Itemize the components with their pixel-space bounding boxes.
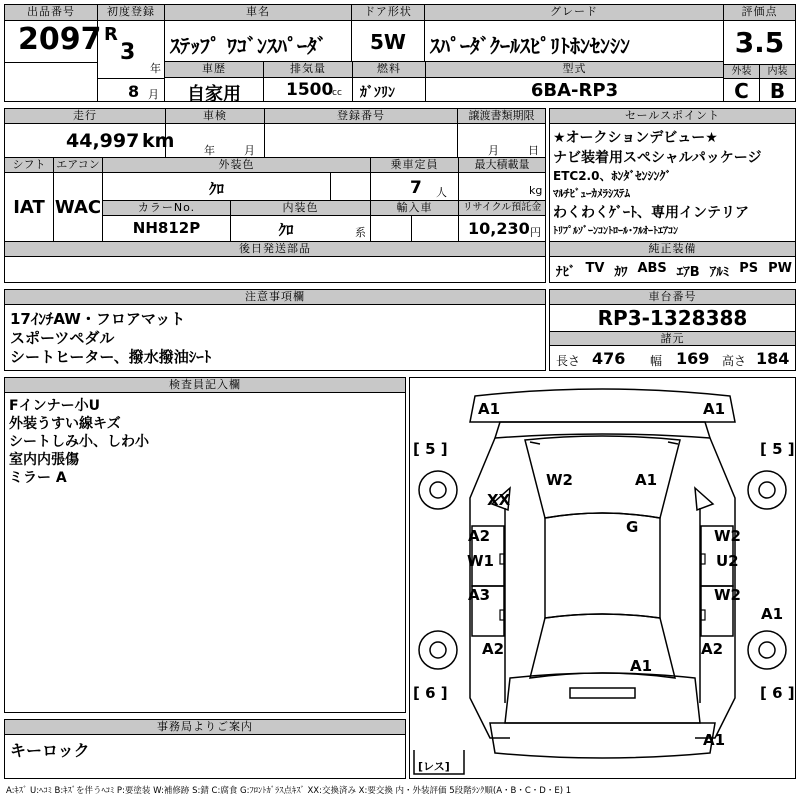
- door-label: ドア形状: [352, 5, 424, 21]
- later-parts-label: 後日発送部品: [5, 242, 545, 257]
- exterior-rating-label: 外装: [724, 65, 759, 79]
- rear-bumper-outline: [490, 723, 715, 758]
- transfer-deadline-label: 譲渡書類期限: [458, 109, 545, 124]
- displacement: 1500: [286, 80, 334, 100]
- sales-point-line: わくわくｹﾞｰﾄ、専用インテリア: [553, 205, 749, 221]
- tire-rl: 6: [425, 684, 436, 702]
- grade: ｽﾊﾟｰﾀﾞｸｰﾙｽﾋﾟﾘﾄﾎﾝｾﾝｼﾝ: [430, 34, 630, 58]
- equipment-navi: ﾅﾋﾞ: [556, 265, 576, 280]
- inspection-year-unit: 年: [204, 144, 215, 157]
- spare-tire: [レス]: [418, 760, 450, 773]
- shift: IAT: [13, 197, 45, 218]
- length-label: 長さ: [556, 354, 581, 368]
- interior-color-suffix: 系: [355, 226, 366, 239]
- mark-rear-bumper: A1: [703, 731, 726, 749]
- right-mirror-outline: [695, 488, 713, 510]
- mark-right-rear-fender: A1: [761, 605, 784, 623]
- equipment-airbag: ｴｱB: [676, 265, 700, 280]
- capacity: 7: [410, 178, 422, 198]
- note-line: スポーツペダル: [10, 329, 115, 347]
- legend: A:ｷｽﾞ U:ﾍｺﾐ B:ｷｽﾞを伴うﾍｺﾐ P:要塗装 W:補修跡 S:錆 C:腐食 G:ﾌﾛﾝﾄｶﾞﾗｽ点ｷｽﾞ XX:交換済み X:要交換 内・外装評価 5段階ﾗﾝｸ順(A・B・C・D・E) 1: [6, 786, 572, 796]
- car-name-label: 車名: [165, 5, 351, 21]
- mark-right-rear-quarter: A2: [701, 640, 724, 658]
- first-registration-label: 初度登録: [98, 5, 164, 21]
- inspector-line: シートしみ小、しわ小: [9, 434, 149, 450]
- mark-left-rear-fender: A2: [482, 640, 505, 658]
- tire-fr: 5: [772, 440, 783, 458]
- door-type: 5W: [370, 30, 406, 54]
- fuel: ｶﾞｿﾘﾝ: [360, 85, 395, 101]
- era: R: [104, 24, 118, 45]
- car-diagram: [410, 378, 795, 778]
- mark-left-front-door-w: W1: [467, 552, 494, 570]
- model-label: 型式: [426, 62, 723, 78]
- interior-color-label: 内装色: [231, 201, 370, 216]
- displacement-label: 排気量: [264, 62, 352, 78]
- office-label: 事務局よりご案内: [5, 720, 405, 735]
- mark-right-rear-door: W2: [714, 586, 741, 604]
- registration-number-label: 登録番号: [265, 109, 457, 124]
- equipment-abs: ABS: [637, 261, 667, 276]
- transfer-month-unit: 月: [488, 144, 499, 157]
- import-label: 輸入車: [371, 201, 458, 216]
- tire-fr-bracket: [ 5 ]: [760, 440, 795, 458]
- mark-roof: G: [626, 518, 639, 536]
- mark-hood-right: A1: [635, 471, 658, 489]
- equipment-leather: ｶﾜ: [614, 265, 628, 280]
- recycle-unit: 円: [530, 226, 541, 239]
- note-line: シートヒーター、撥水撥油ｼｰﾄ: [10, 348, 212, 366]
- transfer-day-unit: 日: [528, 144, 539, 157]
- height: 184: [756, 349, 790, 368]
- rear-window-outline: [530, 614, 675, 678]
- tire-rr: 6: [772, 684, 783, 702]
- car-name: ｽﾃｯﾌﾟ ﾜｺﾞﾝｽﾊﾟｰﾀﾞ: [170, 34, 327, 58]
- equipment-label: 純正装備: [550, 242, 795, 257]
- mark-left-rear-door: A3: [468, 586, 491, 604]
- wheel-front-right: [748, 471, 786, 509]
- inspector-line: 室内内張傷: [9, 452, 79, 468]
- lot-number: 2097: [18, 22, 102, 57]
- mark-right-front-door-w: W2: [714, 527, 741, 545]
- score-label: 評価点: [724, 5, 795, 21]
- note-line: 17ｲﾝﾁAW・フロアマット: [10, 310, 186, 328]
- sales-points-label: セールスポイント: [550, 109, 795, 124]
- capacity-unit: 人: [436, 186, 447, 199]
- max-load-unit: kg: [529, 184, 543, 197]
- equipment-pw: PW: [768, 261, 792, 276]
- roof-outline: [545, 513, 660, 618]
- mileage: 44,997: [66, 130, 140, 152]
- equipment-list: [556, 261, 792, 281]
- sales-point-line: ﾏﾙﾁﾋﾞｭｰｶﾒﾗｼｽﾃﾑ: [553, 187, 630, 200]
- mark-front-right-corner: A1: [703, 400, 726, 418]
- front-bumper-outline: [470, 389, 735, 422]
- ac-label: エアコン: [54, 158, 102, 173]
- recycle-deposit: 10,230: [468, 219, 530, 238]
- wheel-rear-right: [748, 631, 786, 669]
- wheel-front-left: [419, 471, 457, 509]
- grade-label: グレード: [425, 5, 723, 21]
- wheel-rear-left: [419, 631, 457, 669]
- displacement-unit: cc: [332, 88, 342, 98]
- color-number: NH812P: [132, 219, 201, 237]
- ac: WAC: [54, 197, 102, 218]
- inspection-label: 車検: [166, 109, 264, 124]
- inspector-label: 検査員記入欄: [5, 378, 405, 393]
- mark-left-front-fender: XX: [487, 491, 511, 509]
- mark-left-front-door-a: A2: [468, 527, 491, 545]
- tire-fl-bracket: [ 5 ]: [413, 440, 448, 458]
- capacity-label: 乗車定員: [371, 158, 458, 173]
- month-unit: 月: [148, 88, 159, 101]
- chassis-number: RP3-1328388: [597, 306, 748, 330]
- width: 169: [676, 349, 710, 368]
- width-label: 幅: [650, 354, 663, 368]
- tire-rl-bracket: [ 6 ]: [413, 684, 448, 702]
- exterior-color-label: 外装色: [103, 158, 370, 173]
- exterior-color: ｸﾛ: [208, 180, 224, 198]
- length: 476: [592, 349, 626, 368]
- interior-rating-label: 内装: [760, 65, 795, 79]
- mileage-unit: km: [142, 130, 175, 152]
- tire-rr-bracket: [ 6 ]: [760, 684, 795, 702]
- recycle-label: リサイクル預託金: [459, 201, 545, 216]
- max-load-label: 最大積載量: [459, 158, 545, 173]
- mileage-label: 走行: [5, 109, 165, 124]
- equipment-alloy: ｱﾙﾐ: [709, 265, 730, 280]
- sales-point-line: ﾄﾘﾌﾟﾙｿﾞｰﾝｺﾝﾄﾛｰﾙ･ﾌﾙｵｰﾄｴｱｺﾝ: [553, 226, 678, 237]
- sales-point-line: ナビ装着用スペシャルパッケージ: [553, 150, 762, 166]
- office-text: キーロック: [10, 741, 90, 760]
- dimensions-label: 諸元: [550, 332, 795, 346]
- shift-label: シフト: [5, 158, 53, 173]
- inspector-line: 外装うすい線キズ: [9, 416, 121, 432]
- chassis-label: 車台番号: [550, 290, 795, 305]
- lot-number-label: 出品番号: [5, 5, 97, 21]
- model: 6BA-RP3: [530, 80, 619, 101]
- equipment-ps: PS: [739, 261, 759, 276]
- mark-windshield: W2: [546, 471, 573, 489]
- exterior-rating: C: [734, 79, 749, 103]
- mark-front-left-corner: A1: [478, 400, 501, 418]
- sales-point-line: ★オークションデビュー★: [553, 130, 718, 146]
- mark-right-front-door-u: U2: [716, 552, 739, 570]
- fuel-label: 燃料: [353, 62, 425, 78]
- height-label: 高さ: [722, 354, 747, 368]
- mark-tailgate: A1: [630, 657, 653, 675]
- tire-fl: 5: [425, 440, 436, 458]
- score: 3.5: [734, 26, 785, 59]
- interior-color: ｸﾛ: [278, 221, 294, 239]
- equipment-tv: TV: [585, 261, 605, 276]
- color-number-label: カラーNo.: [103, 201, 230, 216]
- interior-rating: B: [769, 79, 786, 103]
- inspector-line: ミラー A: [9, 470, 67, 486]
- history-label: 車歴: [165, 62, 263, 78]
- inspector-line: Fインナー小U: [9, 398, 100, 414]
- inspection-month-unit: 月: [244, 144, 255, 157]
- registration-month: 8: [128, 82, 140, 101]
- registration-year: 3: [120, 40, 136, 65]
- history: 自家用: [187, 84, 241, 105]
- sales-point-line: ETC2.0、ﾎﾝﾀﾞｾﾝｼﾝｸﾞ: [553, 169, 672, 183]
- notes-label: 注意事項欄: [5, 290, 545, 305]
- year-unit: 年: [150, 62, 161, 75]
